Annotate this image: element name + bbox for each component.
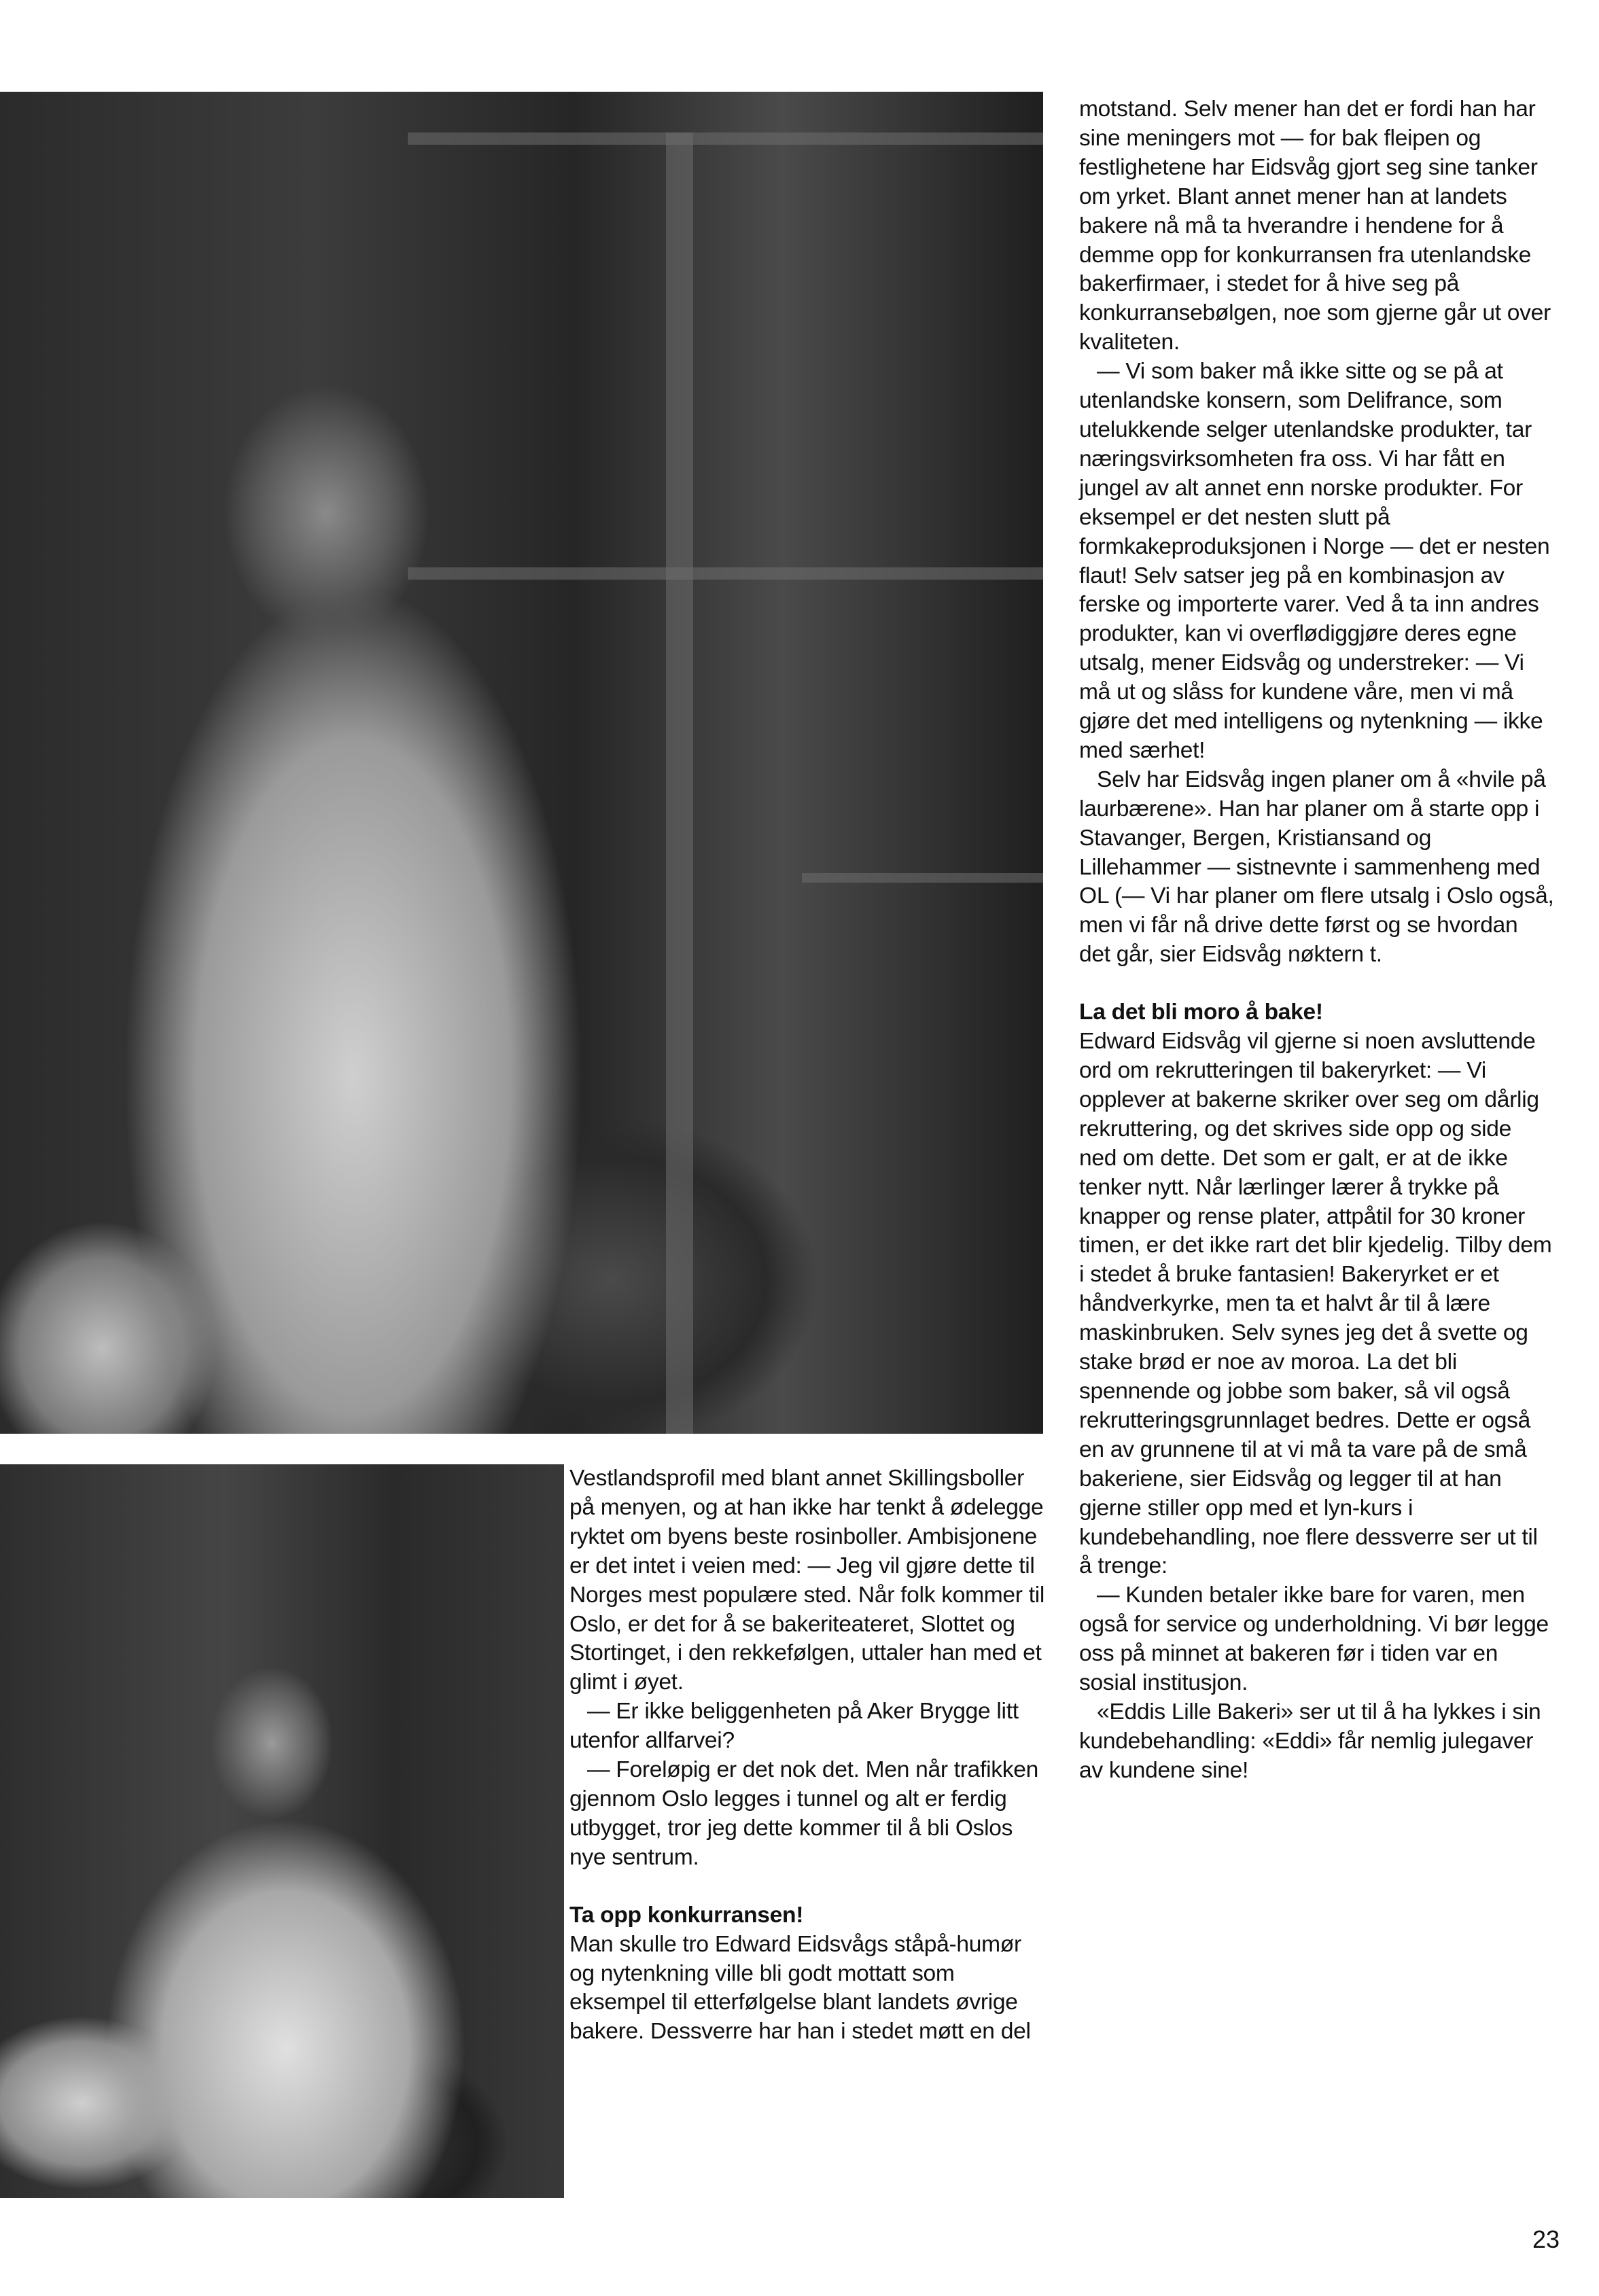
- paragraph: — Foreløpig er det nok det. Men når trafikken gjennom Oslo legges i tunnel og alt er ferdig utbygget, tror jeg dette kommer til å bli Oslos nye sentrum.: [569, 1757, 1038, 1870]
- photo-smiling-baker: [0, 1464, 564, 2198]
- paragraph: «Eddis Lille Bakeri» ser ut til å ha lykkes i sin kundebehandling: «Eddi» får nemlig julegaver av kundene sine!: [1079, 1699, 1541, 1783]
- photo-baker-with-bread: [0, 92, 1043, 1434]
- page-number: 23: [1532, 2225, 1560, 2253]
- article-column-right: [1079, 95, 1555, 1786]
- paragraph: Selv har Eidsvåg ingen planer om å «hvile på laurbærene». Han har planer om å starte opp i Stavanger, Bergen, Kristiansand og Lillehammer — sistnevnte i sammenheng med OL (— Vi har planer om flere utsalg i Oslo også, men vi får nå drive dette først og se hvordan det går, sier Eidsvåg nøktern t.: [1079, 766, 1554, 968]
- section-heading: La det bli moro å bake!: [1079, 1000, 1323, 1025]
- paragraph: — Er ikke beliggenheten på Aker Brygge litt utenfor allfarvei?: [569, 1699, 1019, 1754]
- paragraph: Vestlandsprofil med blant annet Skillingsboller på menyen, og at han ikke har tenkt å ødelegge ryktet om byens beste rosinboller. Ambisjonene er det intet i veien med: — Jeg vil gjøre dette til Norges mest populære sted. Når folk kommer til Oslo, er det for å se bakeriteateret, Slottet og Stortinget, i den rekkefølgen, uttaler han med et glimt i øyet.: [569, 1466, 1045, 1695]
- paragraph: Edward Eidsvåg vil gjerne si noen avsluttende ord om rekrutteringen til bakeryrket: — Vi opplever at bakerne skriker over seg om dårlig rekruttering, og det skrives side opp og side ned om dette. Det som er galt, er at de ikke tenker nytt. Når lærlinger lærer å trykke på knapper og rense plater, attpåtil for 30 kroner timen, er det ikke rart det blir kjedelig. Tilby dem i stedet å bruke fantasien! Bakeryrket er et håndverkyrke, men ta et halvt år til å lære maskinbruken. Selv synes jeg det å svette og stake brød er noe av moroa. La det bli spennende og jobbe som baker, så vil også rekrutteringsgrunnlaget bedres. Dette er også en av grunnene til at vi må ta vare på de små bakeriene, sier Eidsvåg og legger til at han gjerne stiller opp med et lyn-kurs i kundebehandling, noe flere dessverre ser ut til å trenge:: [1079, 1029, 1552, 1579]
- paragraph: motstand. Selv mener han det er fordi han har sine meningers mot — for bak fleipen og festlighetene har Eidsvåg gjort seg sine tanker om yrket. Blant annet mener han at landets bakere nå må ta hverandre i hendene for å demme opp for konkurransen fra utenlandske bakerfirmaer, i stedet for å hive seg på konkurransebølgen, noe som gjerne går ut over kvaliteten.: [1079, 96, 1551, 355]
- article-column-middle: [569, 1464, 1045, 2047]
- paragraph: Man skulle tro Edward Eidsvågs ståpå-humør og nytenkning ville bli godt mottatt som eksempel til etterfølgelse blant landets øvrige bakere. Dessverre har han i stedet møtt en del: [569, 1931, 1031, 2045]
- paragraph: — Vi som baker må ikke sitte og se på at utenlandske konsern, som Delifrance, som utelukkende selger utenlandske produkter, tar næringsvirksomheten fra oss. Vi har fått en jungel av alt annet enn norske produkter. For eksempel er det nesten slutt på formkakeproduksjonen i Norge — det er nesten flaut! Selv satser jeg på en kombinasjon av ferske og importerte varer. Ved å ta inn andres produkter, kan vi overflødiggjøre deres egne utsalg, mener Eidsvåg og understreker: — Vi må ut og slåss for kundene våre, men vi må gjøre det med intelligens og nytenkning — ikke med særhet!: [1079, 359, 1550, 763]
- section-heading: Ta opp konkurransen!: [569, 1902, 804, 1928]
- paragraph: — Kunden betaler ikke bare for varen, men også for service og underholdning. Vi bør legge oss på minnet at bakeren før i tiden var en sosial institusjon.: [1079, 1583, 1549, 1696]
